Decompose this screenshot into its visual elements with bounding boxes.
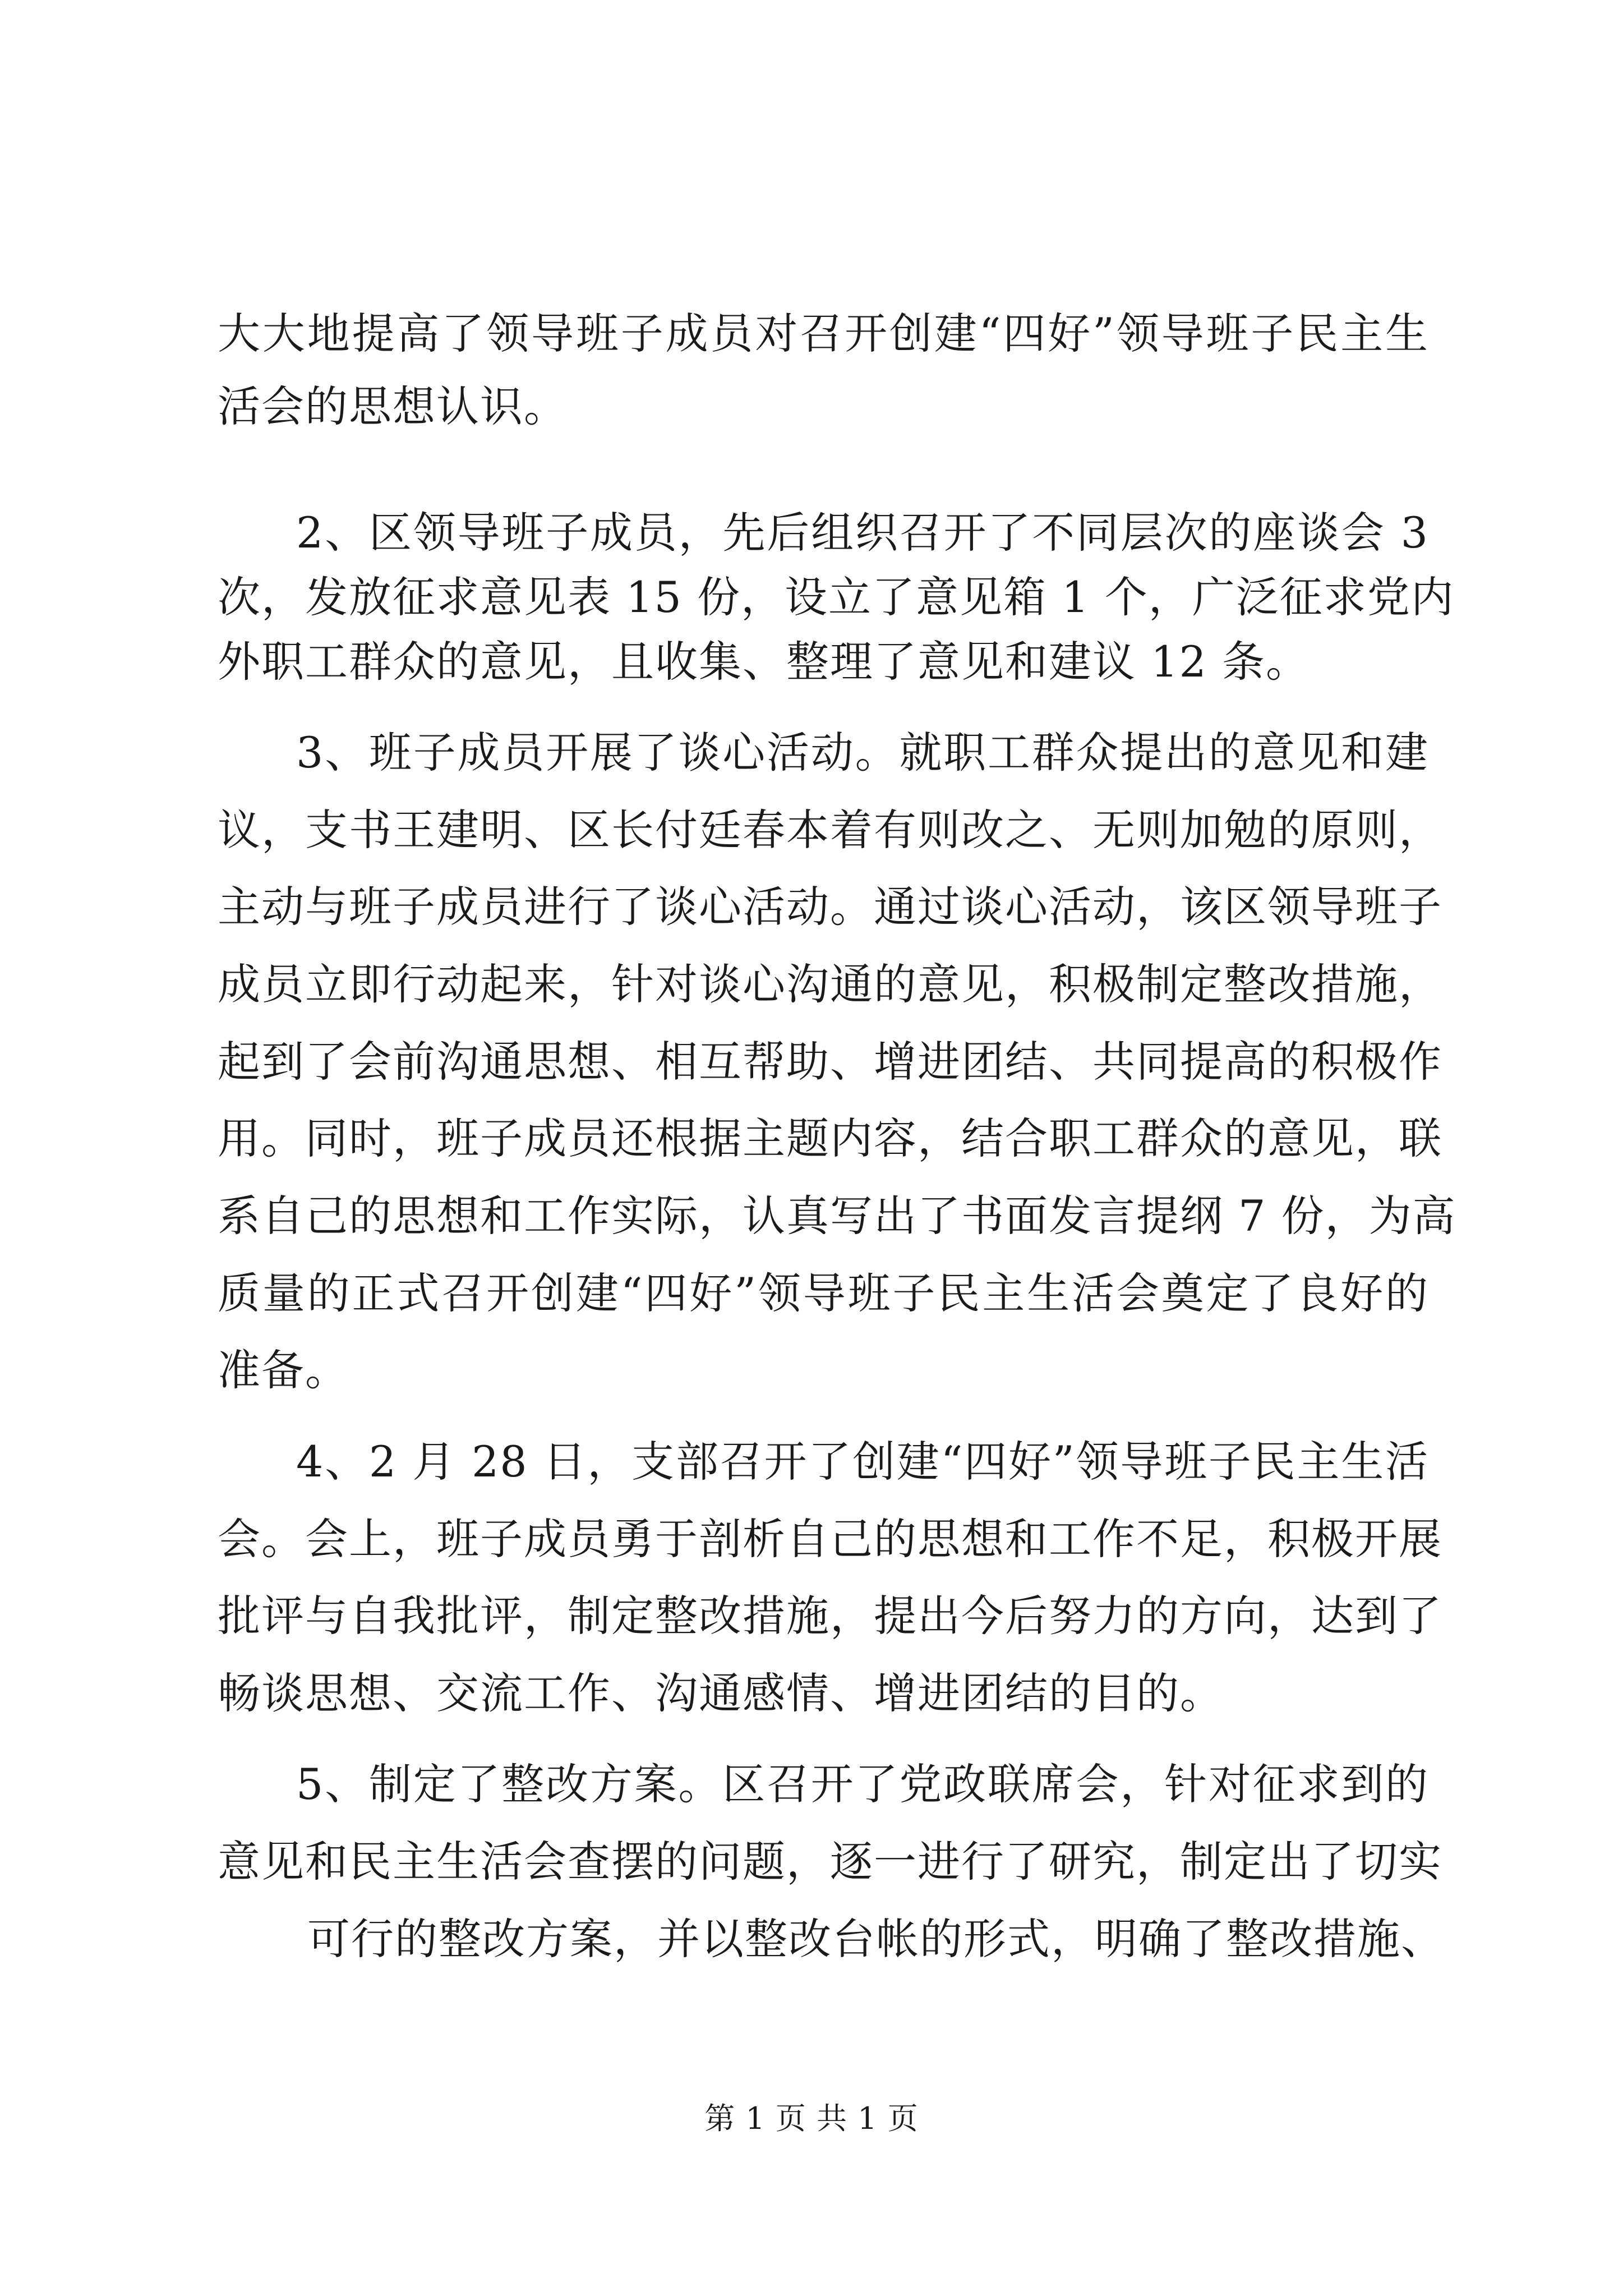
- text-line: 活会的思想认识。: [218, 381, 568, 431]
- text-line: 用。同时，班子成员还根据主题内容，结合职工群众的意见，联: [218, 1114, 1442, 1163]
- text-line: 主动与班子成员进行了谈心活动。通过谈心活动，该区领导班子: [218, 882, 1442, 932]
- text-line: 4、2 月 28 日，支部召开了创建“四好”领导班子民主生活: [296, 1437, 1429, 1487]
- text-line: 意见和民主生活会查摆的问题，逐一进行了研究，制定出了切实: [218, 1837, 1442, 1887]
- text-line: 系自己的思想和工作实际，认真写出了书面发言提纲 7 份，为高: [218, 1191, 1456, 1241]
- text-line: 次，发放征求意见表 15 份，设立了意见箱 1 个，广泛征求党内: [218, 572, 1455, 622]
- text-line: 成员立即行动起来，针对谈心沟通的意见，积极制定整改措施，: [218, 959, 1442, 1009]
- text-line: 议，支书王建明、区长付廷春本着有则改之、无则加勉的原则，: [218, 805, 1442, 855]
- text-line: 质量的正式召开创建“四好”领导班子民主生活会奠定了良好的: [218, 1268, 1429, 1318]
- text-line: 5、制定了整改方案。区召开了党政联席会，针对征求到的: [296, 1759, 1429, 1809]
- text-line: 批评与自我批评，制定整改措施，提出今后努力的方向，达到了: [218, 1591, 1442, 1641]
- page-footer: 第 1 页 共 1 页: [704, 2101, 919, 2136]
- text-line: 外职工群众的意见，且收集、整理了意见和建议 12 条。: [218, 637, 1310, 687]
- text-line: 起到了会前沟通思想、相互帮助、增进团结、共同提高的积极作: [218, 1037, 1442, 1087]
- text-line: 2、区领导班子成员，先后组织召开了不同层次的座谈会 3: [296, 508, 1429, 558]
- text-line: 畅谈思想、交流工作、沟通感情、增进团结的目的。: [218, 1668, 1224, 1718]
- text-line: 可行的整改方案，并以整改台帐的形式，明确了整改措施、: [307, 1914, 1445, 1964]
- text-line: 会。会上，班子成员勇于剖析自己的思想和工作不足，积极开展: [218, 1514, 1442, 1564]
- text-line: 3、班子成员开展了谈心活动。就职工群众提出的意见和建: [296, 728, 1429, 777]
- text-line: 准备。: [218, 1345, 349, 1395]
- text-line: 大大地提高了领导班子成员对召开创建“四好”领导班子民主生: [218, 309, 1429, 358]
